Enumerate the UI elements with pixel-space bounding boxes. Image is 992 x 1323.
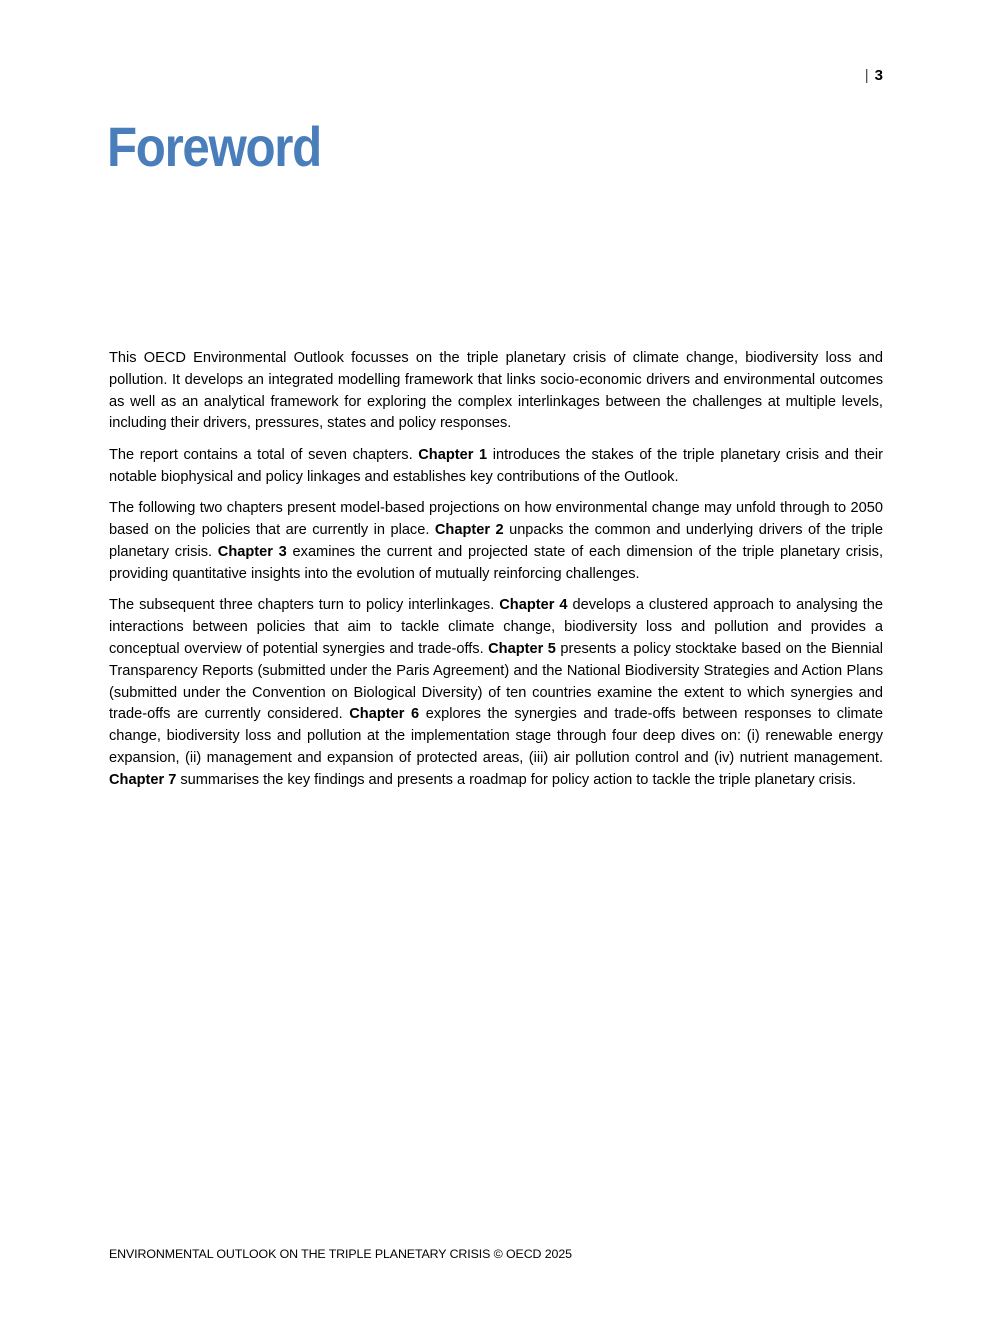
paragraph [109, 348, 883, 435]
paragraph-text: The report contains a total of seven chapters. [109, 446, 419, 463]
paragraph-text: The following two chapters present model-based projections on how environmental change may unfold through to 2050 based on the policies that are currently in place. [109, 500, 883, 539]
page-footer: ENVIRONMENTAL OUTLOOK ON THE TRIPLE PLANETARY CRISIS © OECD 2025 [109, 1247, 572, 1261]
paragraph-text: The subsequent three chapters turn to policy interlinkages. [109, 597, 500, 614]
paragraph-text: unpacks the common and underlying drivers of the triple planetary crisis. [109, 522, 884, 560]
paragraph-text: This OECD Environmental Outlook focusses on the triple planetary crisis of climate change, biodiversity loss and pollution. It develops an integrated modelling framework that links socio-economic drivers and environmental outcomes as well as an analytical framework for exploring the complex interlinkages between the challenges at multiple levels, including their drivers, pressures, states and policy responses. [109, 350, 883, 432]
page-number-separator: | [864, 67, 869, 84]
chapter-reference: Chapter 2 [434, 522, 504, 539]
page-number [865, 66, 883, 86]
paragraph-text: explores the synergies and trade-offs between responses to climate change, biodiversity loss and pollution at the implementation stage through four deep dives on: (i) renewable energy expansion, (ii) management and expansion of protected areas, (iii) air pollution control and (iv) nutrient management. [109, 706, 883, 766]
chapter-reference: Chapter 6 [349, 706, 420, 723]
chapter-reference: Chapter 7 [109, 771, 177, 788]
paragraph-text: presents a policy stocktake based on the Biennial Transparency Reports (submitted under the Paris Agreement) and the National Biodiversity Strategies and Action Plans (submitted under the Convention on Biological Diversity) of ten countries examine the extent to which synergies and trade-offs are currently considered. [109, 640, 883, 723]
paragraph-text: introduces the stakes of the triple planetary crisis and their notable biophysical and policy linkages and establishes key contributions of the Outlook. [109, 446, 884, 485]
paragraph [109, 595, 883, 791]
foreword-body [109, 348, 883, 801]
paragraph [109, 445, 883, 489]
chapter-reference: Chapter 1 [418, 446, 488, 463]
page-title: Foreword [107, 115, 321, 178]
paragraph-text: develops a clustered approach to analysing the interactions between policies that aim to tackle climate change, biodiversity loss and pollution and provides a conceptual overview of potential synergies and trade-offs. [109, 597, 884, 657]
page-number-value: 3 [874, 67, 883, 84]
chapter-reference: Chapter 4 [499, 597, 568, 614]
chapter-reference: Chapter 3 [217, 543, 287, 560]
paragraph-text: summarises the key findings and presents a roadmap for policy action to tackle the triple planetary crisis. [176, 771, 857, 788]
paragraph [109, 498, 883, 585]
chapter-reference: Chapter 5 [488, 640, 556, 657]
paragraph-text: examines the current and projected state of each dimension of the triple planetary crisis, providing quantitative insights into the evolution of mutually reinforcing challenges. [109, 543, 883, 582]
